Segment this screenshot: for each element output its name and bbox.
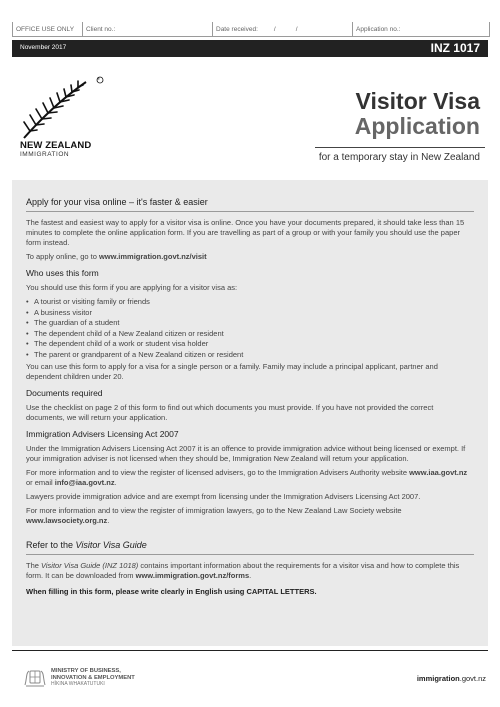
who-uses-intro: You should use this form if you are applying for a visitor visa as: bbox=[26, 283, 238, 292]
logo-line-1: NEW ZEALAND bbox=[20, 140, 92, 151]
date-slash: / bbox=[295, 25, 298, 33]
panel-content bbox=[26, 196, 474, 601]
form-code: INZ 1017 bbox=[430, 41, 480, 55]
guide-title: Visitor Visa Guide bbox=[75, 540, 147, 550]
iala-para-4 bbox=[26, 506, 474, 526]
mbie-maori: HĪKINA WHAKATUTUKI bbox=[51, 681, 105, 688]
apply-online-heading: Apply for your visa online – it's faster & easier bbox=[26, 197, 208, 207]
text: To apply online, go to bbox=[26, 252, 99, 261]
application-no-field[interactable]: Application no.: bbox=[356, 25, 401, 33]
visit-link[interactable]: www.immigration.govt.nz/visit bbox=[98, 252, 207, 261]
client-no-field[interactable]: Client no.: bbox=[83, 22, 213, 36]
list-item: • The dependent child of a work or student visa holder bbox=[26, 339, 474, 350]
registered-mark: ® bbox=[97, 76, 100, 81]
iala-heading: Immigration Advisers Licensing Act 2007 bbox=[26, 429, 179, 439]
text: For more information and to view the register of immigration lawyers, go to the New Zealand Law Society website bbox=[26, 506, 402, 515]
iala-para-3: Lawyers provide immigration advice and are exempt from licensing under the Immigration Advisers Licensing Act 2007. bbox=[26, 492, 421, 501]
forms-link[interactable]: www.immigration.govt.nz/forms bbox=[135, 571, 250, 580]
divider bbox=[26, 211, 474, 212]
url-bold: immigration bbox=[416, 674, 460, 683]
coat-of-arms-icon bbox=[24, 668, 46, 688]
title-rule bbox=[315, 147, 485, 148]
documents-heading: Documents required bbox=[26, 388, 103, 398]
list-item: • The dependent child of a New Zealand citizen or resident bbox=[26, 329, 474, 340]
apply-online-link-para bbox=[26, 252, 474, 262]
visitor-types-list bbox=[26, 297, 474, 360]
url-rest: .govt.nz bbox=[459, 674, 486, 683]
office-use-strip bbox=[12, 22, 490, 37]
title-line-2: Application bbox=[354, 113, 480, 139]
text: For more information and to view the register of licensed advisers, go to the Immigration Advisers Authority website bbox=[26, 468, 410, 477]
title-line-1: Visitor Visa bbox=[355, 88, 480, 114]
capital-letters-note: When filling in this form, please write clearly in English using CAPITAL LETTERS. bbox=[26, 587, 317, 596]
mbie-line-1: MINISTRY OF BUSINESS, bbox=[51, 668, 121, 674]
guide-name: Visitor Visa Guide (INZ 1018) bbox=[41, 561, 139, 570]
who-uses-heading: Who uses this form bbox=[26, 268, 99, 278]
footer-rule bbox=[12, 650, 488, 651]
documents-para: Use the checklist on page 2 of this form to find out which documents you must provide. If you have not provided the correct documents, we will return your application. bbox=[26, 403, 434, 422]
mbie-logo bbox=[24, 668, 135, 688]
text: Refer to the bbox=[26, 540, 76, 550]
office-use-label: OFFICE USE ONLY bbox=[13, 22, 83, 36]
guide-heading bbox=[26, 539, 474, 554]
list-item: • A business visitor bbox=[26, 308, 474, 319]
logo-line-2: IMMIGRATION bbox=[20, 151, 70, 158]
list-item: • The parent or grandparent of a New Zealand citizen or resident bbox=[26, 350, 474, 361]
list-item: • A tourist or visiting family or friends bbox=[26, 297, 474, 308]
header-bar bbox=[12, 40, 488, 57]
divider bbox=[26, 554, 474, 555]
subtitle: for a temporary stay in New Zealand bbox=[318, 152, 480, 163]
date-slash: / bbox=[273, 25, 276, 33]
mbie-line-2: INNOVATION & EMPLOYMENT bbox=[51, 674, 135, 681]
law-society-link[interactable]: www.lawsociety.org.nz bbox=[26, 516, 108, 525]
iala-para-2 bbox=[26, 468, 474, 488]
text: . bbox=[107, 516, 110, 525]
nz-immigration-logo bbox=[20, 68, 110, 160]
apply-online-para: The fastest and easiest way to apply for a visitor visa is online. Once you have your documents prepared, it should take less than 15 minutes to complete the online application form. If you are travelling as part of a group or with your family you should use the paper form instead. bbox=[26, 218, 465, 247]
iaa-email-link[interactable]: info@iaa.govt.nz bbox=[54, 478, 115, 487]
text: . bbox=[249, 571, 252, 580]
iaa-website-link[interactable]: www.iaa.govt.nz bbox=[409, 468, 468, 477]
text: contains important information about the requirements for a visitor visa and how to complete this form. It can be downloaded from bbox=[26, 561, 460, 580]
footer-url[interactable] bbox=[417, 674, 486, 683]
text: or email bbox=[26, 478, 55, 487]
iala-para-1: Under the Immigration Advisers Licensing Act 2007 it is an offence to provide immigration advice without being licensed or exempt. If your immigration adviser is not licensed when they should be, Immigration New Zealand will return your application. bbox=[26, 444, 466, 463]
guide-para bbox=[26, 561, 474, 581]
date-received-field[interactable] bbox=[213, 22, 353, 36]
date-received-label: Date received: bbox=[216, 25, 258, 33]
issue-date: November 2017 bbox=[20, 44, 67, 51]
text: The bbox=[26, 561, 42, 570]
list-item: • The guardian of a student bbox=[26, 318, 474, 329]
text: . bbox=[114, 478, 117, 487]
who-uses-outro: You can use this form to apply for a visa for a single person or a family. Family may include a principal applicant, partner and dependent children under 20. bbox=[26, 362, 438, 381]
